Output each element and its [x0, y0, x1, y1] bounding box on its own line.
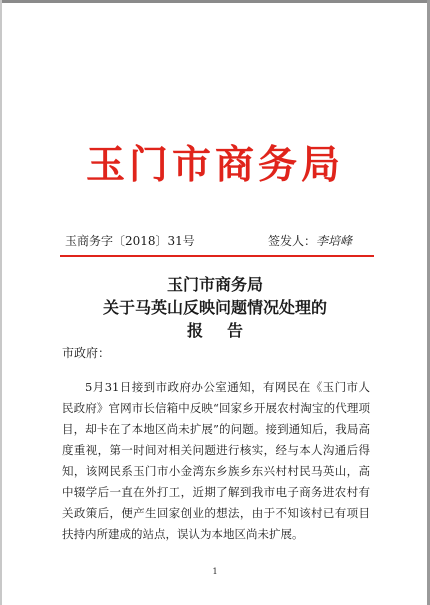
document-title [0, 273, 430, 342]
title-line-subject: 关于马英山反映问题情况处理的 [102, 298, 327, 317]
signer-name: 李培峰 [316, 234, 353, 248]
page-number: 1 [212, 567, 218, 576]
title-line-report: 报告 [186, 321, 267, 340]
signer [268, 233, 352, 249]
title-line-org: 玉门市商务局 [166, 275, 263, 294]
salutation: 市政府： [62, 346, 111, 360]
red-separator-line [60, 255, 374, 257]
org-header: 玉门市商务局 [85, 142, 344, 188]
document-number: 玉商务字〔2018〕31号 [65, 234, 195, 248]
body-paragraph: 5月31日接到市政府办公室通知，有网民在《玉门市人民政府》官网市长信箱中反映“回家乡开展农村淘宝的代理项目，却卡在了本地区尚未扩展”的问题。接到通知后，我局高度重视，第一时间对相关问题进行核实，经与本人沟通后得知，该网民系玉门市小金湾东乡族乡东兴村村民马英山，高中辍学后一直在外打工，近期了解到我市电子商务进农村有关政策后，便产生回家创业的想法，由于不知该村已有项目扶持内所建成的站点，误认为本地区尚未扩展。 [62, 380, 370, 541]
scan-edge-top [0, 0, 430, 3]
signer-label: 签发人： [268, 234, 317, 248]
